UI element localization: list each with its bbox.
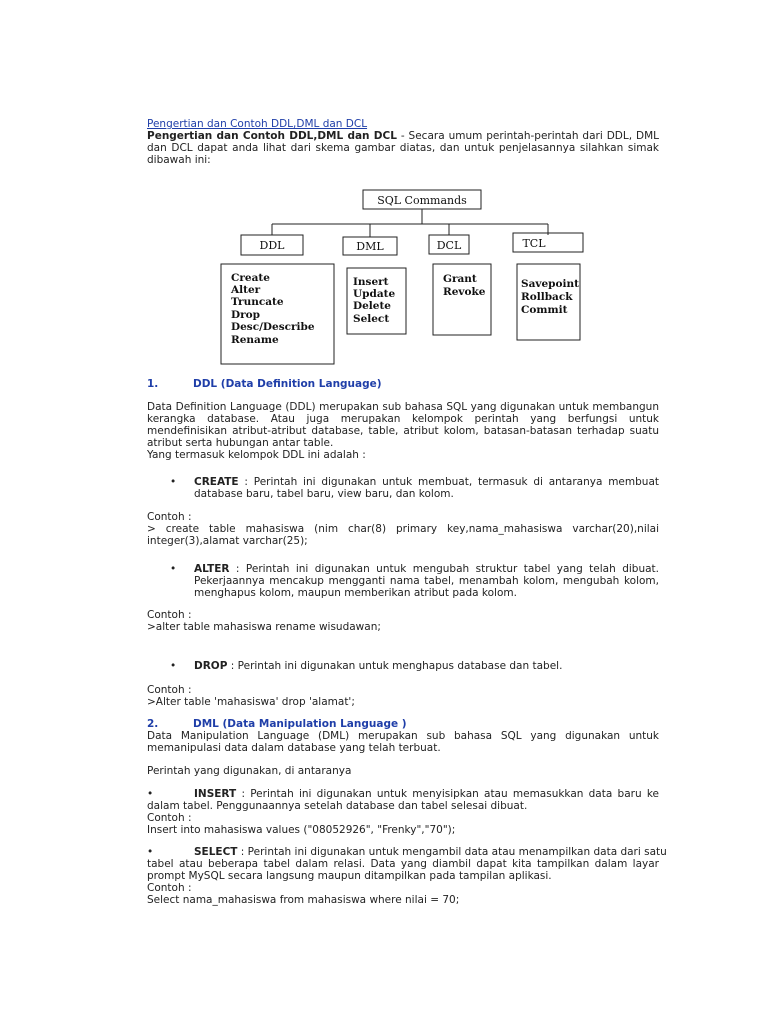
ddl-command: Alter — [231, 284, 261, 296]
section-1-paragraph-line: kerangka database. Atau juga merupakan kelompok perintah yang berfungsi untuk — [147, 413, 659, 425]
section-1-paragraph-line: Data Definition Language (DDL) merupakan sub bahasa SQL yang digunakan untuk membangun — [147, 401, 659, 413]
tcl-command: Rollback — [521, 291, 573, 303]
contoh-label: Contoh : — [147, 609, 192, 621]
ddl-command: Truncate — [231, 296, 284, 308]
intro-line-1: Pengertian dan Contoh DDL,DML dan DCL - Secara umum perintah-perintah dari DDL, DML — [147, 130, 659, 142]
section-1-heading: 1. DDL (Data Definition Language) — [147, 378, 382, 390]
dml-command: Delete — [353, 300, 391, 312]
bullet-icon: • — [147, 788, 154, 800]
sql-commands-diagram — [219, 188, 639, 370]
ddl-command: Rename — [231, 334, 279, 346]
insert-line-2: dalam tabel. Penggunaannya setelah database dan tabel selesai dibuat. — [147, 800, 528, 812]
example-alter: >alter table mahasiswa rename wisudawan; — [147, 621, 381, 633]
bullet-icon: • — [147, 846, 154, 858]
dml-command: Insert — [353, 276, 389, 288]
example-insert: Insert into mahasiswa values ("08052926", "Frenky","70"); — [147, 824, 456, 836]
tcl-command: Savepoint — [521, 278, 579, 290]
title-link[interactable]: Pengertian dan Contoh DDL,DML dan DCL — [147, 118, 368, 130]
category-label-dcl: DCL — [436, 239, 462, 252]
select-line-1: SELECT : Perintah ini digunakan untuk mengambil data atau menampilkan data dari satu — [194, 846, 667, 858]
section-2-heading: 2. DML (Data Manipulation Language ) — [147, 718, 407, 730]
ddl-command: Create — [231, 272, 270, 284]
dcl-command: Revoke — [443, 286, 486, 298]
tcl-command: Commit — [521, 304, 568, 316]
bullet-icon: • — [170, 660, 177, 672]
category-label-ddl: DDL — [259, 239, 285, 252]
dml-command: Update — [353, 288, 396, 300]
section-1-paragraph-line: atribut serta hubungan antar table. — [147, 437, 334, 449]
ddl-command: Desc/Describe — [231, 321, 315, 333]
section-1-paragraph-line: Yang termasuk kelompok DDL ini adalah : — [147, 449, 366, 461]
section-2-intro: Perintah yang digunakan, di antaranya — [147, 765, 352, 777]
insert-line-1: INSERT : Perintah ini digunakan untuk menyisipkan atau memasukkan data baru ke — [194, 788, 659, 800]
section-2-paragraph-line: Data Manipulation Language (DML) merupakan sub bahasa SQL yang digunakan untuk — [147, 730, 659, 742]
alter-line-3: menghapus kolom, maupun memberikan atribut pada kolom. — [194, 587, 517, 599]
dml-command: Select — [353, 313, 390, 325]
category-label-tcl: TCL — [522, 237, 546, 250]
contoh-label: Contoh : — [147, 511, 192, 523]
alter-line-2: Pekerjaannya mencakup mengganti nama tabel, menambah kolom, mengubah kolom, — [194, 575, 659, 587]
example-create-line-2: integer(3),alamat varchar(25); — [147, 535, 308, 547]
select-line-3: prompt MySQL secara langsung maupun ditampilkan pada tampilan aplikasi. — [147, 870, 552, 882]
section-2-paragraph-line: memanipulasi data dalam database yang telah terbuat. — [147, 742, 441, 754]
drop-line-1: DROP : Perintah ini digunakan untuk menghapus database dan tabel. — [194, 660, 563, 672]
contoh-label: Contoh : — [147, 684, 192, 696]
dcl-command: Grant — [443, 273, 477, 285]
section-1-paragraph-line: mendefinisikan atribut-atribut database, table, atribut kolom, batasan-batasan terhadap suatu — [147, 425, 659, 437]
example-create-line-1: > create table mahasiswa (nim char(8) primary key,nama_mahasiswa varchar(20),nilai — [147, 523, 659, 535]
create-line-1: CREATE : Perintah ini digunakan untuk membuat, termasuk di antaranya membuat — [194, 476, 659, 488]
ddl-command: Drop — [231, 309, 260, 321]
bullet-icon: • — [170, 476, 177, 488]
intro-line-3: dibawah ini: — [147, 154, 211, 166]
contoh-label: Contoh : — [147, 882, 192, 894]
bullet-icon: • — [170, 563, 177, 575]
create-line-2: database baru, tabel baru, view baru, dan kolom. — [194, 488, 454, 500]
example-select: Select nama_mahasiswa from mahasiswa where nilai = 70; — [147, 894, 460, 906]
contoh-label: Contoh : — [147, 812, 192, 824]
intro-line-2: dan DCL dapat anda lihat dari skema gambar diatas, dan untuk penjelasannya silahkan simak — [147, 142, 659, 154]
example-drop: >Alter table 'mahasiswa' drop 'alamat'; — [147, 696, 355, 708]
alter-line-1: ALTER : Perintah ini digunakan untuk mengubah struktur tabel yang telah dibuat. — [194, 563, 659, 575]
root-label: SQL Commands — [377, 194, 467, 207]
select-line-2: tabel atau beberapa tabel dalam relasi. Data yang diambil dapat kita tampilkan dalam layar — [147, 858, 659, 870]
category-label-dml: DML — [356, 240, 384, 253]
